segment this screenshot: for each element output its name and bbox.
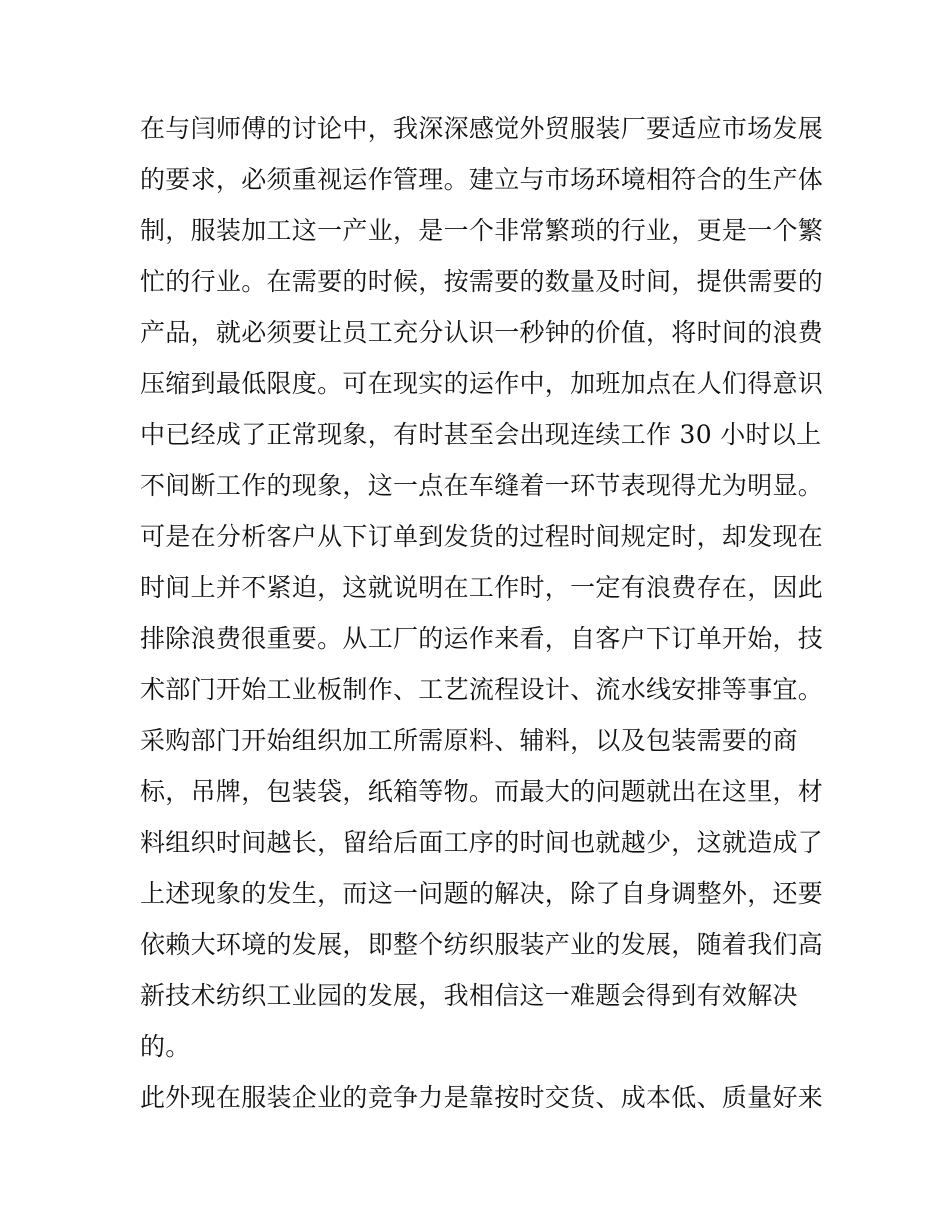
text-line: 时间上并不紧迫，这就说明在工作时，一定有浪费存在，因此 bbox=[140, 573, 824, 602]
text-line: 在与闫师傅的讨论中，我深深感觉外贸服装厂要适应市场发展 bbox=[140, 114, 824, 143]
text-line: 此外现在服装企业的竞争力是靠按时交货、成本低、质量好来 bbox=[140, 1083, 824, 1112]
text-line: 压缩到最低限度。可在现实的运作中，加班加点在人们得意识 bbox=[140, 369, 824, 398]
document-body bbox=[140, 103, 824, 1123]
text-line: 术部门开始工业板制作、工艺流程设计、流水线安排等事宜。 bbox=[140, 675, 824, 704]
text-line: 忙的行业。在需要的时候，按需要的数量及时间，提供需要的 bbox=[140, 267, 824, 296]
text-line: 的要求，必须重视运作管理。建立与市场环境相符合的生产体 bbox=[140, 165, 824, 194]
text-line: 料组织时间越长，留给后面工序的时间也就越少，这就造成了 bbox=[140, 828, 824, 857]
text-line: 标，吊牌，包装袋，纸箱等物。而最大的问题就出在这里，材 bbox=[140, 777, 824, 806]
text-line: 制，服装加工这一产业，是一个非常繁琐的行业，更是一个繁 bbox=[140, 216, 824, 245]
text-line: 采购部门开始组织加工所需原料、辅料，以及包装需要的商 bbox=[140, 726, 798, 755]
text-line: 上述现象的发生，而这一问题的解决，除了自身调整外，还要 bbox=[140, 879, 824, 908]
text-line: 产品，就必须要让员工充分认识一秒钟的价值，将时间的浪费 bbox=[140, 318, 824, 347]
text-line: 可是在分析客户从下订单到发货的过程时间规定时，却发现在 bbox=[140, 522, 824, 551]
text-line: 的。 bbox=[140, 1032, 191, 1061]
text-line: 依赖大环境的发展，即整个纺织服装产业的发展，随着我们高 bbox=[140, 930, 824, 959]
text-line: 排除浪费很重要。从工厂的运作来看，自客户下订单开始，技 bbox=[140, 624, 824, 653]
text-line: 中已经成了正常现象，有时甚至会出现连续工作 30 小时以上 bbox=[140, 420, 822, 449]
text-line: 新技术纺织工业园的发展，我相信这一难题会得到有效解决 bbox=[140, 981, 798, 1010]
text-line: 不间断工作的现象，这一点在车缝着一环节表现得尤为明显。 bbox=[140, 471, 824, 500]
